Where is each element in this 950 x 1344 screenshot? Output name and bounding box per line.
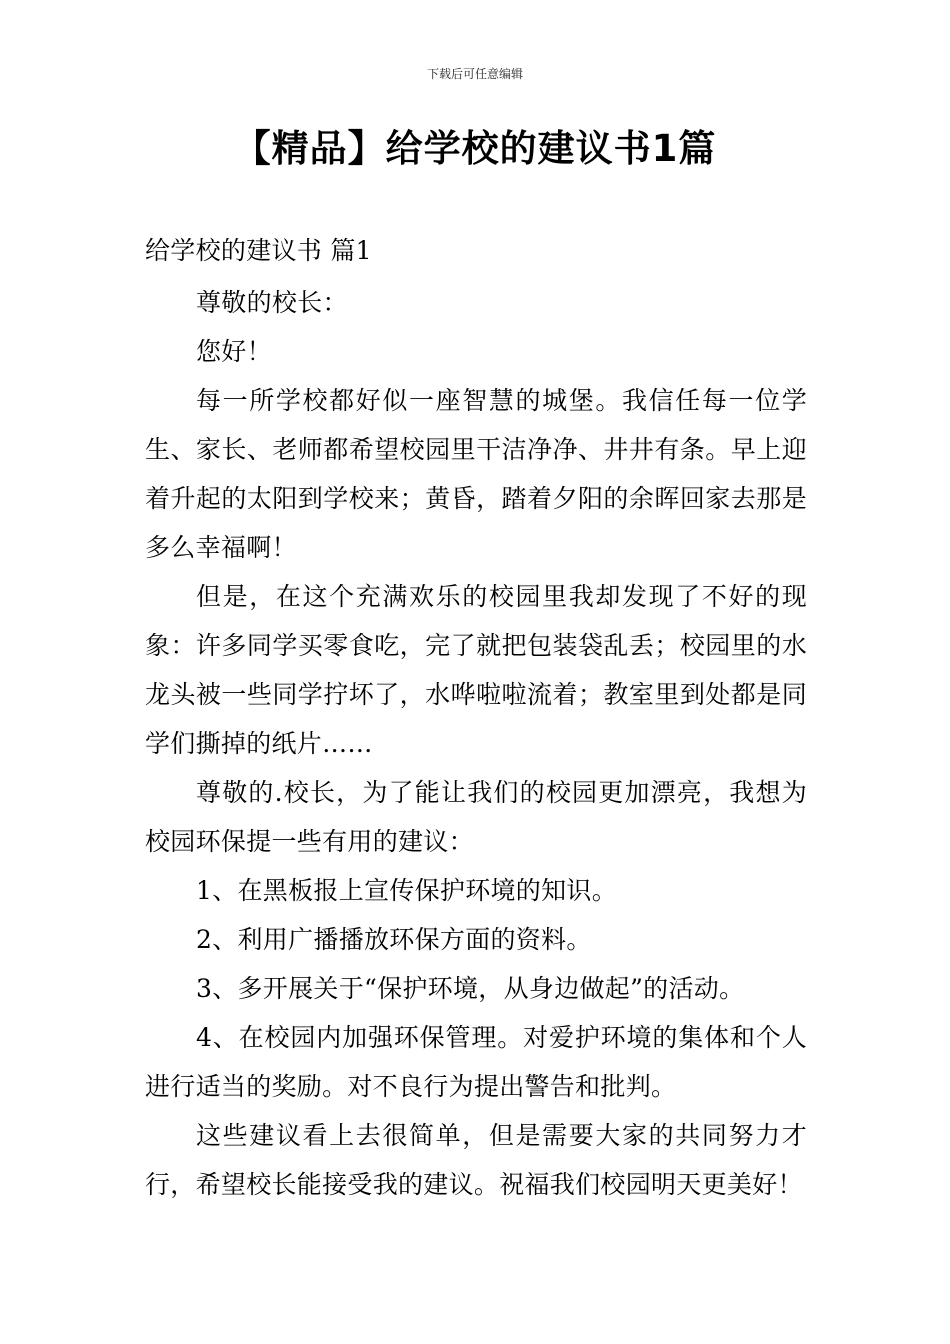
suggestion-item: 1、在黑板报上宣传保护环境的知识。 (196, 876, 618, 905)
suggestion-item: 4、在校园内加强环保管理。对爱护环境的集体和个人进行适当的奖励。对不良行为提出警告和批判。 (145, 1023, 807, 1101)
salutation: 尊敬的校长： (196, 288, 348, 317)
body-paragraph: 尊敬的.校长，为了能让我们的校园更加漂亮，我想为校园环保提一些有用的建议： (145, 778, 807, 856)
body-paragraph: 但是，在这个充满欢乐的校园里我却发现了不好的现象：许多同学买零食吃，完了就把包装袋乱丢；校园里的水龙头被一些同学拧坏了，水哗啦啦流着；教室里到处都是同学们撕掉的纸片…… (145, 582, 807, 758)
suggestion-item: 2、利用广播播放环保方面的资料。 (196, 925, 592, 954)
document-body (145, 226, 807, 1209)
body-paragraph: 每一所学校都好似一座智慧的城堡。我信任每一位学生、家长、老师都希望校园里干洁净净、井井有条。早上迎着升起的太阳到学校来；黄昏，踏着夕阳的余晖回家去那是多么幸福啊！ (145, 386, 807, 562)
section-heading: 给学校的建议书 篇1 (145, 236, 372, 265)
suggestion-item: 3、多开展关于“保护环境，从身边做起”的活动。 (196, 974, 745, 1003)
header-note: 下载后可任意编辑 (426, 67, 523, 81)
greeting: 您好！ (196, 337, 272, 366)
document-title: 【精品】给学校的建议书1篇 (233, 127, 717, 170)
closing-paragraph: 这些建议看上去很简单，但是需要大家的共同努力才行，希望校长能接受我的建议。祝福我们校园明天更美好！ (145, 1121, 807, 1199)
